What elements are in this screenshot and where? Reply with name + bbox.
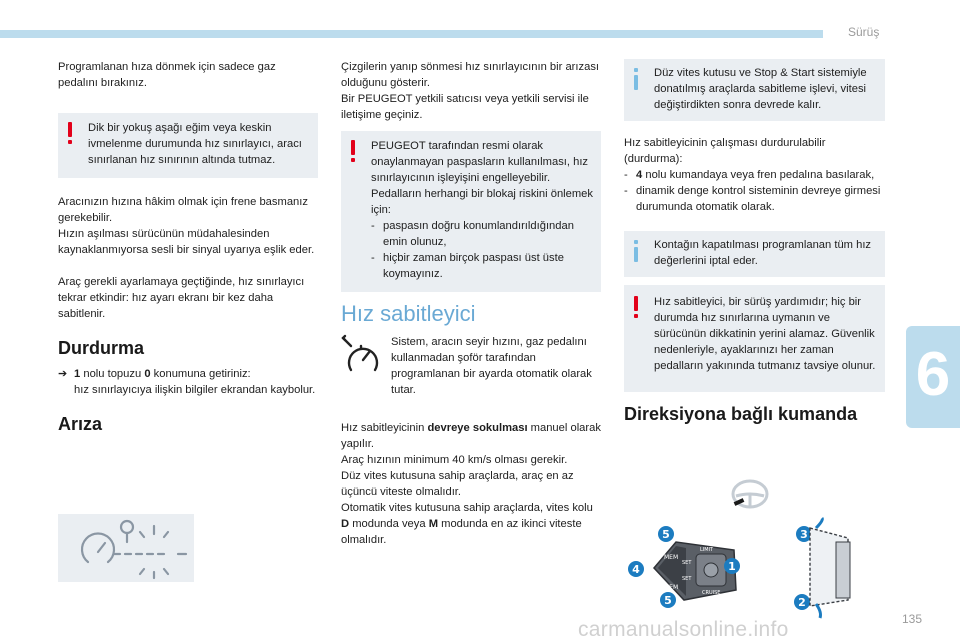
warning-box [58,113,318,178]
text-part: manuel olarak yapılır. [341,422,601,450]
bullet-text [74,366,315,398]
paragraph: Araç hızının minimum 40 km/s olması gerekir. [341,454,568,466]
column-3 [624,59,885,422]
warning-icon [351,140,355,162]
control-number: 4 [636,169,643,181]
paragraph [341,420,601,452]
list-item-text: paspasın doğru konumlandırıldığından emin olunuz, [383,220,574,248]
steering-wheel-icon [730,478,772,512]
list-item-text: hiçbir zaman birçok paspası üst üste koymayınız. [383,252,564,280]
info-box [624,231,885,277]
stalk-label-mem-top: MEM [664,554,679,561]
control-number: 1 [74,368,81,380]
heading-ariza: Arıza [58,414,103,434]
page-number: 135 [902,612,923,626]
info-text: Düz vites kutusu ve Stop & Start sistemiyle donatılmış araçlarda sabitleme işlevi, vitesi değiştirdikten sonra devrede kalır. [654,67,867,111]
dash-mark: - [371,252,375,264]
callout-5-top: 5 [662,528,670,541]
stalk-label-limit: LIMIT [700,547,714,553]
stalk-label-set-minus: SET [682,576,692,582]
bold-text: D [341,518,350,530]
paragraph: Hız sabitleyicinin çalışması durdurulabilir (durdurma): [624,137,826,165]
callout-4: 4 [632,563,640,576]
list-item-text: dinamik denge kontrol sisteminin devreye girmesi durumunda otomatik olarak. [636,185,881,213]
paragraph: Bir PEUGEOT yetkili satıcısı veya yetkili servisi ile iletişime geçiniz. [341,93,589,121]
watermark: carmanualsonline.info [578,618,789,641]
list-item [624,183,885,215]
column-2 [341,59,601,548]
paragraph: Hızın aşılması sürücünün müdahalesinden kaynaklanmıyorsa sesli bir sinyal uyarıya eşlik eder. [58,228,315,256]
warning-text: Hız sabitleyici, bir sürüş yardımıdır; hiç bir durumda hız sınırlarına uymanın ve sürücünün dikkatinin yerini alamaz. Güvenlik nedenleriyle, ayaklarınızı her zaman pedalların yakınında tutmanız tavsiye olunur. [654,296,876,372]
column-1 [58,59,318,432]
warning-text: Dik bir yokuş aşağı eğim veya keskin ivmelenme durumunda hız sınırlayıcı, aracı sınırlanan hız sınırının altında tutmaz. [88,122,302,166]
fault-indicator-image [58,514,194,582]
section-name: Sürüş [848,25,880,39]
text-part: modunda veya [349,518,429,530]
stalk-label-set-plus: SET [682,560,692,566]
bullet-text-part: nolu topuzu [80,368,145,380]
paragraph: Aracınızın hızına hâkim olmak için frene basmanız gerekebilir. [58,196,308,224]
chapter-number: 6 [915,340,951,409]
heading-hiz-sabitleyici: Hız sabitleyici [341,301,476,326]
speed-limiter-fault-icon [58,514,194,582]
header-bar [0,30,823,38]
paragraph: Düz vites kutusuna sahip araçlarda, araç en az üçüncü viteste olmalıdır. [341,470,574,498]
text-part: nolu kumandaya veya fren pedalına basılarak, [642,169,875,181]
position-number: 0 [144,368,151,380]
text-part: Otomatik vites kutusuna sahip araçlarda, vites kolu [341,502,593,514]
callout-3: 3 [800,528,808,541]
paragraph: Programlanan hıza dönmek için sadece gaz pedalını bırakınız. [58,61,276,89]
list-item-text [636,167,874,183]
stalk-label-mem-bottom: MEM [664,584,679,591]
warning-icon [634,296,638,318]
info-icon [634,240,638,262]
steering-control-diagram [624,516,860,620]
stalk-side-view [810,518,850,618]
bullet-item [58,366,318,398]
bold-text: M [428,518,439,530]
warning-text: PEUGEOT tarafından resmi olarak onaylanmayan paspasların kullanılması, hız sınırlayıcının işleyişini engelleyebilir. [371,140,589,184]
paragraph: Çizgilerin yanıp sönmesi hız sınırlayıcının bir arızası olduğunu gösterir. [341,61,600,89]
dash-mark: - [624,185,628,197]
dash-mark: - [371,220,375,232]
control-stalk [654,542,736,600]
warning-box [624,285,885,392]
list-item [371,250,593,282]
bold-text: devreye sokulması [427,422,528,434]
list-item [371,218,593,250]
warning-text: Pedalların herhangi bir blokaj riskini önlemek için: [371,188,594,216]
list-item [624,167,885,183]
info-box [624,59,885,121]
heading-durdurma: Durdurma [58,338,145,358]
bullet-arrow-icon: ➔ [58,368,68,380]
text-part: modunda en az ikinci viteste olmalıdır. [341,518,582,546]
callout-1: 1 [728,560,736,573]
paragraph: Sistem, aracın seyir hızını, gaz pedalını kullanmadan şoför tarafından programlanan bir ayarda otomatik olarak tutar. [391,336,592,396]
chapter-tab [906,326,960,428]
callout-5-bottom: 5 [664,594,672,607]
info-text: Kontağın kapatılması programlanan tüm hız değerlerini iptal eder. [654,239,872,267]
stalk-label-cruise: CRUISE [702,590,721,596]
warning-box [341,131,601,292]
info-icon [634,68,638,90]
cruise-control-icon [341,334,381,378]
text-part: Hız sabitleyicinin [341,422,428,434]
cruise-intro [341,334,601,398]
warning-icon [68,122,72,144]
heading-direksiyon: Direksiyona bağlı kumanda [624,404,858,424]
paragraph [341,500,601,548]
callout-2: 2 [798,596,806,609]
dash-mark: - [624,169,628,181]
bullet-text-part: konumuna getiriniz: [150,368,251,380]
paragraph: Araç gerekli ayarlamaya geçtiğinde, hız sınırlayıcı tekrar etkindir: hız ayarı ekranı bir kez daha sabitlenir. [58,276,305,320]
bullet-text-part: hız sınırlayıcıya ilişkin bilgiler ekrandan kaybolur. [74,384,316,396]
